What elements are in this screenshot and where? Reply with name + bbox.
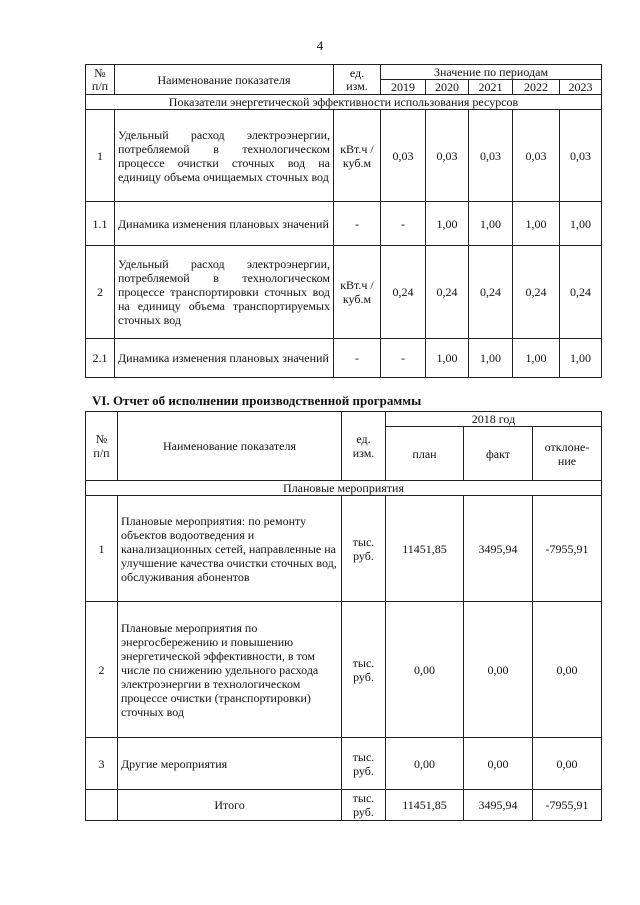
table-row	[86, 246, 602, 339]
row-value: 0,03	[426, 110, 469, 202]
row-name: Динамика изменения плановых значений	[115, 202, 334, 246]
energy-efficiency-table	[85, 64, 602, 378]
row-value: 0,03	[513, 110, 560, 202]
row-value: -	[381, 339, 426, 378]
total-row	[86, 790, 602, 821]
row-value: 0,24	[381, 246, 426, 339]
row-num: 1	[86, 110, 115, 202]
total-plan: 11451,85	[386, 790, 464, 821]
row-value: 1,00	[513, 202, 560, 246]
total-num-cell	[86, 790, 118, 821]
header-deviation: отклоне- ние	[533, 427, 602, 481]
row-value: 1,00	[469, 202, 513, 246]
row-value: 1,00	[560, 339, 602, 378]
row-unit: -	[334, 202, 381, 246]
row-name: Другие мероприятия	[118, 738, 342, 790]
header-unit: ед. изм.	[334, 65, 381, 95]
row-num: 2.1	[86, 339, 115, 378]
row-value: 0,24	[469, 246, 513, 339]
row-name: Плановые мероприятия: по ремонту объектов водоотведения и канализационных сетей, направленные на улучшение качества очистки сточных вод, обслуживания абонентов	[118, 496, 342, 602]
row-fact: 3495,94	[464, 496, 533, 602]
row-unit: -	[334, 339, 381, 378]
row-num: 2	[86, 246, 115, 339]
total-fact: 3495,94	[464, 790, 533, 821]
section-row: Плановые мероприятия	[86, 481, 602, 496]
header-year: 2019	[381, 80, 426, 95]
row-unit: тыс. руб.	[342, 496, 386, 602]
row-num: 1.1	[86, 202, 115, 246]
row-deviation: 0,00	[533, 602, 602, 738]
row-value: 1,00	[560, 202, 602, 246]
row-num: 2	[86, 602, 118, 738]
row-deviation: 0,00	[533, 738, 602, 790]
row-value: -	[381, 202, 426, 246]
row-num: 3	[86, 738, 118, 790]
row-fact: 0,00	[464, 602, 533, 738]
row-value: 0,24	[426, 246, 469, 339]
row-value: 1,00	[426, 339, 469, 378]
header-year: 2023	[560, 80, 602, 95]
total-deviation: -7955,91	[533, 790, 602, 821]
row-unit: кВт.ч / куб.м	[334, 110, 381, 202]
row-value: 0,24	[560, 246, 602, 339]
row-name: Удельный расход электроэнергии, потребляемой в технологическом процессе очистки сточных вод на единицу объема очищаемых сточных вод	[115, 110, 334, 202]
row-fact: 0,00	[464, 738, 533, 790]
row-unit: тыс. руб.	[342, 738, 386, 790]
header-periods: Значение по периодам	[381, 65, 602, 80]
row-num: 1	[86, 496, 118, 602]
header-unit: ед. изм.	[342, 412, 386, 481]
row-value: 1,00	[469, 339, 513, 378]
header-plan: план	[386, 427, 464, 481]
header-fact: факт	[464, 427, 533, 481]
table-row	[86, 496, 602, 602]
table-row	[86, 202, 602, 246]
row-name: Плановые мероприятия по энергосбережению и повышению энергетической эффективности, в том числе по снижению удельного расхода электроэнергии в технологическом процессе очистки (транспортировки) сточных вод	[118, 602, 342, 738]
section-title: VI. Отчет об исполнении производственной программы	[92, 393, 422, 408]
table-row	[86, 339, 602, 378]
table-row	[86, 738, 602, 790]
header-year: 2020	[426, 80, 469, 95]
header-year: 2021	[469, 80, 513, 95]
table-row	[86, 602, 602, 738]
row-plan: 0,00	[386, 738, 464, 790]
row-plan: 0,00	[386, 602, 464, 738]
row-unit: кВт.ч / куб.м	[334, 246, 381, 339]
row-unit: тыс. руб.	[342, 602, 386, 738]
total-label: Итого	[118, 790, 342, 821]
row-value: 0,03	[560, 110, 602, 202]
row-value: 0,03	[381, 110, 426, 202]
header-num: № п/п	[86, 412, 118, 481]
row-name: Удельный расход электроэнергии, потребляемой в технологическом процессе транспортировки сточных вод на единицу объема транспортируемых сточных вод	[115, 246, 334, 339]
row-plan: 11451,85	[386, 496, 464, 602]
header-num: № п/п	[86, 65, 115, 95]
table-row	[86, 110, 602, 202]
row-deviation: -7955,91	[533, 496, 602, 602]
row-value: 0,24	[513, 246, 560, 339]
production-program-report-table	[85, 411, 602, 821]
header-name: Наименование показателя	[118, 412, 342, 481]
header-year: 2018 год	[386, 412, 602, 427]
row-value: 1,00	[426, 202, 469, 246]
section-row: Показатели энергетической эффективности использования ресурсов	[86, 95, 602, 110]
total-unit: тыс. руб.	[342, 790, 386, 821]
page-number: 4	[316, 38, 324, 53]
header-name: Наименование показателя	[115, 65, 334, 95]
row-value: 0,03	[469, 110, 513, 202]
row-name: Динамика изменения плановых значений	[115, 339, 334, 378]
row-value: 1,00	[513, 339, 560, 378]
header-year: 2022	[513, 80, 560, 95]
